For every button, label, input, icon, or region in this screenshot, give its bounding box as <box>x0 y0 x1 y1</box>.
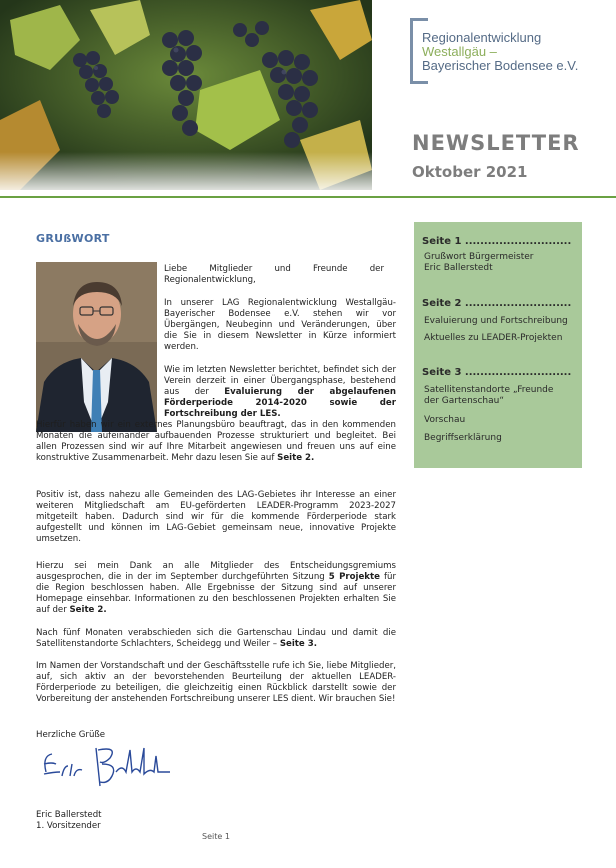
header-divider <box>0 196 616 198</box>
closing: Herzliche Grüße <box>36 730 106 740</box>
section-title: GRUßWORT <box>36 232 110 245</box>
toc-item[interactable]: Begriffserklärung <box>424 433 502 443</box>
paragraph-transition-top <box>164 365 396 420</box>
organization-logo <box>410 18 600 84</box>
text-run: Hierfür haben wir ein externes Planungsbüro beauftragt, das in den kommenden Monaten die aufeinander aufbauenden Prozesse strukturiert und begleitet. Bei allen Prozessen sind wir auf Ihre Mitarbeit angewiesen und freuen uns auf eine konstruktive Zusammenarbeit. Mehr dazu lesen Sie auf <box>36 420 396 463</box>
logo-bracket <box>410 18 413 84</box>
toc-item[interactable]: Evaluierung und Fortschreibung <box>424 316 568 326</box>
text-run-bold: Seite 3. <box>279 639 317 649</box>
toc-section-3-title[interactable]: Seite 3 ............................ <box>422 367 572 378</box>
logo-line-3: Bayerischer Bodensee e.V. <box>422 58 579 73</box>
text-run: Hierzu sei mein Dank an alle Mitglieder des Entscheidungsgremiums ausgesprochen, die in der im September durchgeführten Sitzung <box>36 561 396 582</box>
signer-role: 1. Vorsitzender <box>36 821 101 831</box>
text-run: Wie im letzten Newsletter berichtet, befindet sich der Verein derzeit in einer Übergangsphase, bestehend aus der <box>164 365 396 397</box>
logo-line-2: Westallgäu – <box>422 44 497 59</box>
toc-section-2-title[interactable]: Seite 2 ............................ <box>422 298 572 309</box>
logo-line-1: Regionalentwicklung <box>422 30 542 45</box>
text-run-bold: Evaluierung der abgelaufenen Förderperiode 2014-2020 sowie der Fortschreibung der LES. <box>164 387 396 419</box>
text-run-bold: Seite 2. <box>69 605 107 615</box>
newsletter-title: NEWSLETTER <box>412 131 580 155</box>
toc-item[interactable]: Satellitenstandorte „Freunde der Gartenschau“ <box>424 385 554 406</box>
toc-section-1-title[interactable]: Seite 1 ............................ <box>422 236 572 247</box>
toc-item[interactable]: Grußwort Bürgermeister Eric Ballerstedt <box>424 252 534 273</box>
signer-name: Eric Ballerstedt <box>36 810 102 820</box>
paragraph-intro: In unserer LAG Regionalentwicklung Westallgäu-Bayerischer Bodensee e.V. stehen wir vor Übergängen, Neubeginn und Veränderungen, über die Sie in diesem Newsletter in Kürze informiert werden. <box>164 298 396 352</box>
handwritten-signature <box>38 742 178 792</box>
header-photo-grapes <box>0 0 372 190</box>
paragraph-gartenschau <box>36 628 396 650</box>
logo-bracket-bottom <box>410 81 428 84</box>
page-number: Seite 1 <box>202 832 230 841</box>
author-portrait <box>36 262 157 432</box>
paragraph-transition-bottom <box>36 420 396 464</box>
text-run-bold: Seite 2. <box>277 453 315 463</box>
paragraph-thanks <box>36 561 396 616</box>
text-run-bold: 5 Projekte <box>328 572 380 582</box>
newsletter-date: Oktober 2021 <box>412 163 528 181</box>
salutation: Liebe Mitglieder und Freunde der Regionalentwicklung, <box>164 264 384 285</box>
text-run: für die Region beschlossen haben. Alle Ergebnisse der Sitzung sind auf unserer Homepage einsehbar. Informationen zu den beschlossenen Projekten erhalten Sie auf der <box>36 572 396 615</box>
toc-item[interactable]: Aktuelles zu LEADER-Projekten <box>424 333 563 343</box>
table-of-contents <box>414 222 582 468</box>
paragraph-membership: Positiv ist, dass nahezu alle Gemeinden des LAG-Gebietes ihr Interesse an einer weiteren Mitgliedschaft am EU-geförderten LEADER-Programm 2023-2027 mitgeteilt haben. Dadurch sind wir für die kommende Förderperiode stark aufgestellt und können im LAG-Gebiet gemeinsam neue, innovative Projekte umsetzen. <box>36 490 396 544</box>
paragraph-appeal: Im Namen der Vorstandschaft und der Geschäftsstelle rufe ich Sie, liebe Mitglieder, auf, sich aktiv an der bevorstehenden Beurteilung der aktuellen LEADER-Förderperiode zu beteiligen, die gleichzeitig einen Rückblick darstellt sowie der Vorbereitung der anstehenden Fortschreibung unserer LES dient. Wir brauchen Sie! <box>36 661 396 704</box>
toc-item[interactable]: Vorschau <box>424 415 466 425</box>
logo-bracket-top <box>410 18 428 21</box>
text-run: Nach fünf Monaten verabschieden sich die Gartenschau Lindau und damit die Satellitenstandorte Schlachters, Scheidegg und Weiler – <box>36 628 396 649</box>
